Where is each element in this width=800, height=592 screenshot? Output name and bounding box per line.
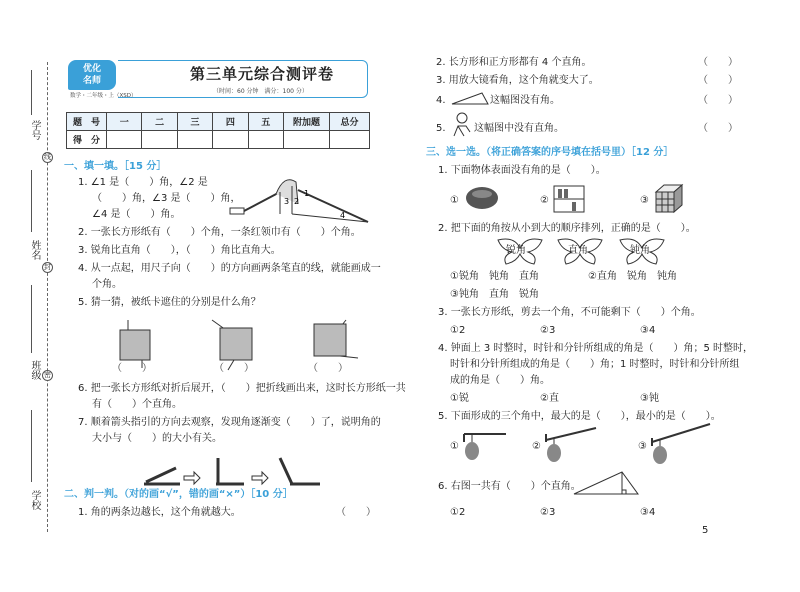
choose-q4-opt2: ②直 <box>540 393 559 404</box>
q3: 3. 锐角比直角（ ），（ ）角比直角大。 <box>78 245 281 256</box>
score-cell[interactable] <box>330 131 370 149</box>
score-cell[interactable] <box>213 131 248 149</box>
q4-line-a: 4. 从一点起，用尺子向（ ）的方向画两条笔直的线，就能画成一 <box>78 263 381 274</box>
choose-q4-opt3: ③钝 <box>640 393 659 404</box>
triangle-right-angles-figure <box>572 470 642 496</box>
lantern-angle-2 <box>544 424 600 466</box>
logo-line1: 优化 <box>82 64 101 74</box>
lantern-angle-1 <box>462 424 512 466</box>
choose-q3-opt3: ③4 <box>640 325 656 336</box>
choose-q1-opt2: ② <box>540 195 549 206</box>
score-col: 题 号 <box>67 113 107 131</box>
time-info: （时间：60 分钟 满分：100 分） <box>213 88 308 95</box>
score-col: 四 <box>213 113 248 131</box>
judge-q3: 3. 用放大镜看角，这个角就变大了。 <box>436 75 599 86</box>
arrow-right-icon <box>252 472 268 484</box>
seal-dot-line: 线 <box>44 153 51 161</box>
score-cell[interactable] <box>284 131 330 149</box>
choose-q2-opt3: ③钝角 直角 锐角 <box>450 289 539 300</box>
section-judge-title: 二、判一判。（对的画“√”，错的画“×”）［10 分］ <box>64 489 293 500</box>
q5-answer-2[interactable]: （ ） <box>214 363 254 374</box>
q4-line-b: 个角。 <box>92 279 122 290</box>
bookshelf-icon <box>552 184 586 214</box>
choose-q3-opt2: ②3 <box>540 325 556 336</box>
choose-q1-opt1: ① <box>450 195 459 206</box>
slide-label-1: 1 <box>304 189 310 198</box>
choose-q6-opt1: ①2 <box>450 507 466 518</box>
score-row-label: 得 分 <box>67 131 107 149</box>
q1-line-b: （ ）角，∠3 是（ ）角， <box>92 193 241 204</box>
choose-q4-line-b: 时针和分针所组成的角是（ ）角；1 时整时，时针和分针所组 <box>450 359 740 370</box>
score-col: 附加题 <box>284 113 330 131</box>
choose-q2-opt1: ①锐角 钝角 直角 <box>450 271 539 282</box>
student-number-label: 学号 <box>29 120 40 140</box>
judge-q1: 1. 角的两条边越长，这个角就越大。 <box>78 507 241 518</box>
score-col: 总分 <box>330 113 370 131</box>
choose-q5-opt1: ① <box>450 441 459 452</box>
q7-line-b: 大小与（ ）的大小有关。 <box>92 433 222 444</box>
q6-line-b: 有（ ）个直角。 <box>92 399 182 410</box>
judge-q3-answer[interactable]: （ ） <box>698 75 738 86</box>
judge-q5: 这幅图中没有直角。 <box>474 123 564 134</box>
q6-line-a: 6. 把一张长方形纸对折后展开，（ ）把折线画出来，这时长方形纸一共 <box>78 383 406 394</box>
cushion-icon <box>464 184 500 212</box>
logo-line2: 名师 <box>82 76 101 86</box>
score-cell[interactable] <box>142 131 177 149</box>
score-col: 二 <box>142 113 177 131</box>
cube-puzzle-icon <box>652 182 686 214</box>
card-acute: 锐角 <box>506 245 526 256</box>
school-label: 学校 <box>29 490 40 510</box>
choose-q6: 6. 右图一共有（ ）个直角。 <box>438 481 581 492</box>
edition-info: 数学・二年级・上（XSD） <box>70 93 137 99</box>
opening-angle-sequence <box>140 450 340 490</box>
score-col: 一 <box>107 113 142 131</box>
school-blank <box>31 410 32 482</box>
q2: 2. 一张长方形纸有（ ）个角，一条红领巾有（ ）个角。 <box>78 227 361 238</box>
q1-line-a: 1. ∠1 是（ ）角，∠2 是 <box>78 177 208 188</box>
q5-answer-3[interactable]: （ ） <box>308 363 348 374</box>
card-right: 直角 <box>568 245 588 256</box>
choose-q5-opt3: ③ <box>638 441 647 452</box>
q5-answer-1[interactable]: （ ） <box>112 363 152 374</box>
judge-q2: 2. 长方形和正方形都有 4 个直角。 <box>436 57 592 68</box>
choose-q6-opt3: ③4 <box>640 507 656 518</box>
section-choose-title: 三、选一选。（将正确答案的序号填在括号里）［12 分］ <box>426 147 674 158</box>
choose-q4-line-a: 4. 钟面上 3 时整时，时针和分针所组成的角是（ ）角；5 时整时， <box>438 343 753 354</box>
arrow-right-icon <box>184 472 200 484</box>
choose-q5: 5. 下面形成的三个角中，最大的是（ ），最小的是（ ）。 <box>438 411 721 422</box>
score-cell[interactable] <box>248 131 283 149</box>
score-table <box>66 112 370 149</box>
judge-q5-answer[interactable]: （ ） <box>698 123 738 134</box>
slide-label-3: 3 <box>284 197 290 206</box>
choose-q4-line-c: 成的角是（ ）角。 <box>450 375 550 386</box>
slide-angle-figure <box>228 170 374 230</box>
choose-q4-opt1: ①锐 <box>450 393 469 404</box>
score-cell[interactable] <box>177 131 212 149</box>
name-label: 姓名 <box>29 240 40 260</box>
seal-dot-secret: 密 <box>44 371 51 379</box>
card-obtuse: 钝角 <box>630 245 650 256</box>
score-col: 五 <box>248 113 283 131</box>
q7-line-a: 7. 顺着箭头指引的方向去观察，发现角逐渐变（ ）了，说明角的 <box>78 417 381 428</box>
choose-q3: 3. 一张长方形纸，剪去一个角，不可能剩下（ ）个角。 <box>438 307 701 318</box>
class-blank <box>31 285 32 353</box>
score-cell[interactable] <box>107 131 142 149</box>
judge-q5-number: 5. <box>436 123 446 134</box>
q1-line-c: ∠4 是（ ）角。 <box>92 209 181 220</box>
seal-dot-seal: 封 <box>44 263 51 271</box>
triangle-icon <box>450 90 492 108</box>
choose-q3-opt1: ①2 <box>450 325 466 336</box>
page-number: 5 <box>702 525 709 536</box>
page-title: 第三单元综合测评卷 <box>190 65 335 83</box>
publisher-logo <box>68 60 116 90</box>
judge-q1-answer[interactable]: （ ） <box>336 507 376 518</box>
choose-q2: 2. 把下面的角按从小到大的顺序排列，正确的是（ ）。 <box>438 223 696 234</box>
choose-q5-opt2: ② <box>532 441 541 452</box>
score-table-score-row <box>67 131 370 149</box>
class-label: 班级 <box>29 360 40 380</box>
choose-q2-opt2: ②直角 锐角 钝角 <box>588 271 677 282</box>
judge-q2-answer[interactable]: （ ） <box>698 57 738 68</box>
choose-q1: 1. 下面物体表面没有角的是（ ）。 <box>438 165 606 176</box>
q5: 5. 猜一猜，被纸卡遮住的分别是什么角？ <box>78 297 261 308</box>
slide-label-4: 4 <box>340 211 346 220</box>
lantern-angle-3 <box>650 422 714 466</box>
binding-dashed-line <box>47 62 48 532</box>
score-col: 三 <box>177 113 212 131</box>
judge-q4-answer[interactable]: （ ） <box>698 95 738 106</box>
judge-q4-number: 4. <box>436 95 446 106</box>
name-blank <box>31 170 32 232</box>
slide-label-2: 2 <box>294 197 300 206</box>
person-figure-icon <box>450 112 474 138</box>
section-fill-in-title: 一、填一填。［15 分］ <box>64 161 167 172</box>
student-number-blank <box>31 70 32 115</box>
judge-q4: 这幅图没有角。 <box>490 95 560 106</box>
score-table-header-row <box>67 113 370 131</box>
choose-q1-opt3: ③ <box>640 195 649 206</box>
choose-q6-opt2: ②3 <box>540 507 556 518</box>
